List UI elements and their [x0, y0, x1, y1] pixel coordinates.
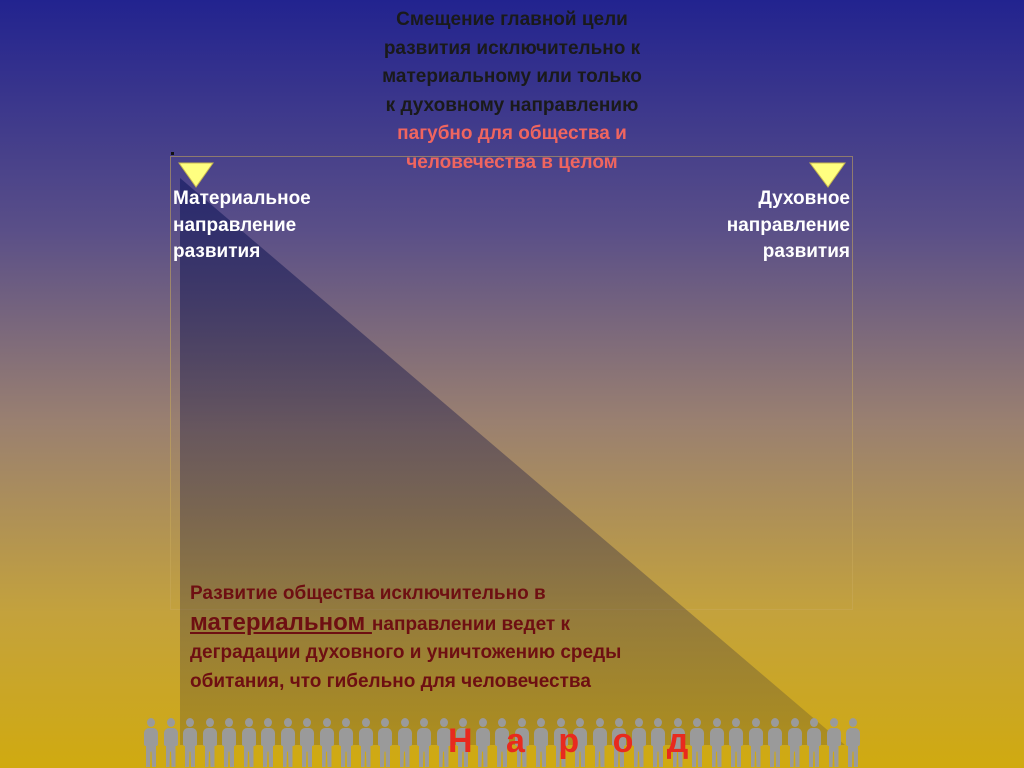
consequence-part2: направлении ведет к деградации духовного и уничтожению среды обитания, что гибельно для человечества — [190, 613, 622, 692]
person-silhouette-icon — [416, 718, 432, 768]
person-silhouette-icon — [787, 718, 803, 768]
person-silhouette-icon — [826, 718, 842, 768]
people-label: Н а р о д — [448, 722, 701, 760]
statement-part-highlight: пагубно для общества и человечества в целом — [397, 123, 627, 173]
person-silhouette-icon — [845, 718, 861, 768]
person-silhouette-icon — [806, 718, 822, 768]
consequence-emphasis: материальном — [190, 608, 372, 636]
person-silhouette-icon — [143, 718, 159, 768]
person-silhouette-icon — [377, 718, 393, 768]
person-silhouette-icon — [163, 718, 179, 768]
person-silhouette-icon — [709, 718, 725, 768]
person-silhouette-icon — [182, 718, 198, 768]
consequence-statement — [190, 580, 670, 696]
person-silhouette-icon — [221, 718, 237, 768]
statement-part-dark: Смещение главной цели развития исключительно к материальному или только к духовному направлению — [382, 9, 642, 116]
person-silhouette-icon — [299, 718, 315, 768]
person-silhouette-icon — [748, 718, 764, 768]
person-silhouette-icon — [767, 718, 783, 768]
person-silhouette-icon — [728, 718, 744, 768]
right-arrow-marker-icon — [810, 163, 845, 187]
person-silhouette-icon — [338, 718, 354, 768]
spiritual-direction-label: Духовное направление развития — [726, 188, 850, 262]
person-silhouette-icon — [319, 718, 335, 768]
person-silhouette-icon — [280, 718, 296, 768]
person-silhouette-icon — [241, 718, 257, 768]
person-silhouette-icon — [397, 718, 413, 768]
main-statement — [380, 6, 644, 177]
person-silhouette-icon — [202, 718, 218, 768]
person-silhouette-icon — [260, 718, 276, 768]
consequence-part1: Развитие общества исключительно в — [190, 583, 546, 604]
person-silhouette-icon — [358, 718, 374, 768]
material-direction-label: Материальное направление развития — [173, 188, 311, 262]
